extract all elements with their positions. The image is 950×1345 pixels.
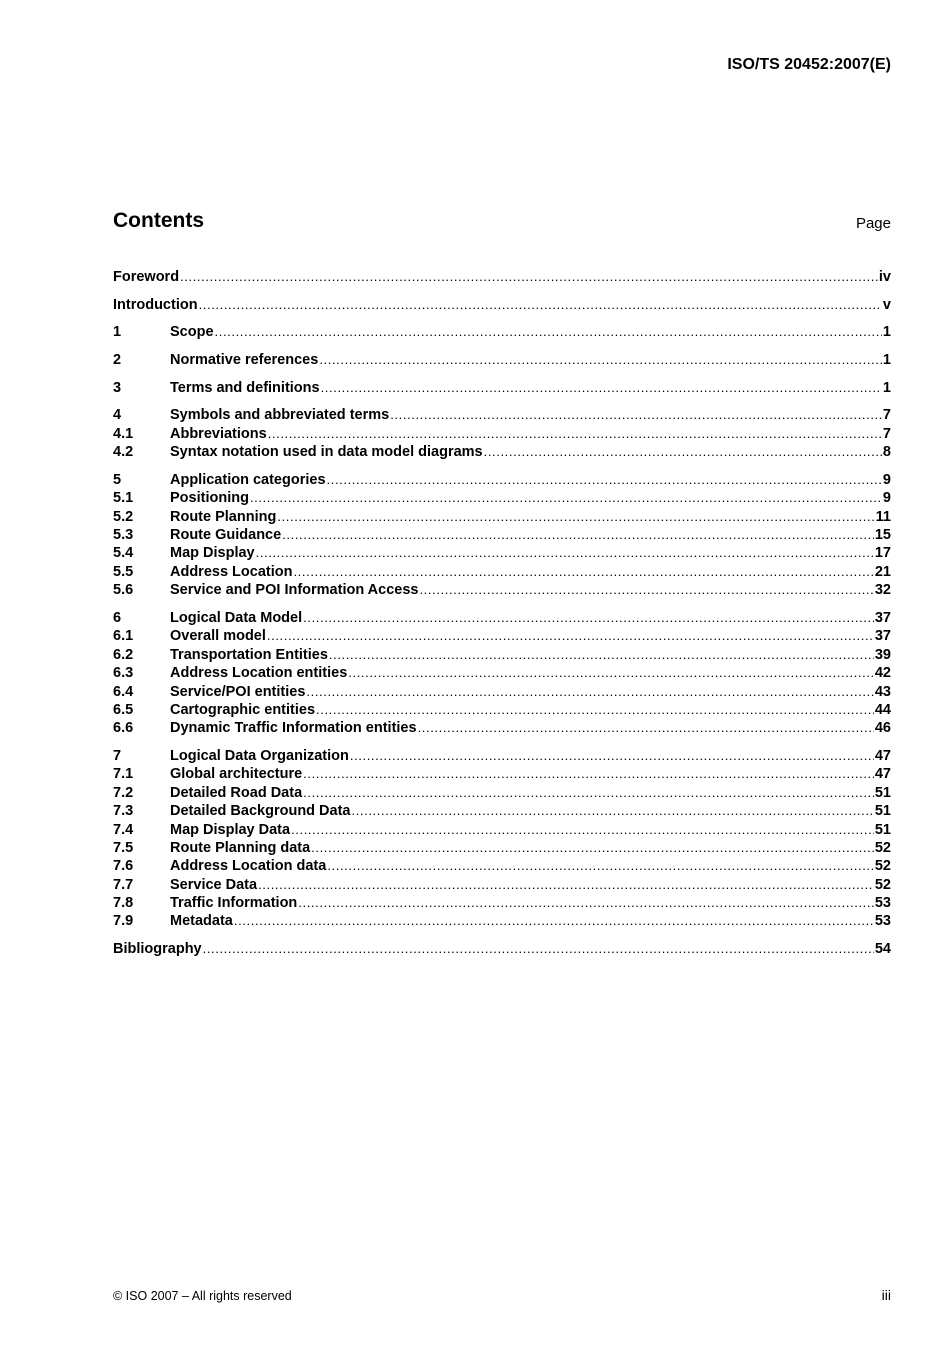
toc-entry-title: Global architecture bbox=[170, 766, 303, 783]
document-identifier: ISO/TS 20452:2007(E) bbox=[727, 56, 891, 73]
toc-entry-title: Dynamic Traffic Information entities bbox=[170, 720, 417, 737]
toc-entry-number: 6.1 bbox=[113, 628, 134, 645]
toc-entry-title: Positioning bbox=[170, 490, 249, 507]
toc-entry-page: 1 bbox=[882, 324, 891, 341]
toc-entry-page: 47 bbox=[874, 766, 891, 783]
contents-heading: Contents bbox=[113, 209, 204, 232]
toc-entry[interactable] bbox=[113, 839, 891, 857]
toc-entry-page: 1 bbox=[882, 379, 891, 396]
toc-entry-page: 42 bbox=[874, 665, 891, 682]
dot-leader bbox=[291, 821, 874, 839]
toc-entry-number: 4 bbox=[113, 407, 122, 424]
dot-leader bbox=[293, 563, 873, 581]
toc-entry-title: Terms and definitions bbox=[170, 379, 320, 396]
toc-entry-number: 5.6 bbox=[113, 582, 134, 599]
toc-entry-page: iv bbox=[878, 269, 891, 285]
toc-entry[interactable] bbox=[113, 664, 891, 682]
toc-entry-title: Address Location entities bbox=[170, 665, 348, 682]
toc-entry-number: 6.3 bbox=[113, 665, 134, 682]
toc-entry-page: 43 bbox=[874, 683, 891, 700]
toc-entry[interactable] bbox=[113, 268, 891, 286]
toc-entry[interactable] bbox=[113, 627, 891, 645]
toc-entry-number: 1 bbox=[113, 324, 122, 341]
toc-entry-title: Address Location data bbox=[170, 858, 327, 875]
toc-entry-page: 53 bbox=[874, 913, 891, 930]
dot-leader bbox=[215, 323, 882, 341]
toc-entry[interactable] bbox=[113, 940, 891, 958]
toc-entry-number: 2 bbox=[113, 352, 122, 369]
toc-entry-title: Map Display Data bbox=[170, 821, 291, 838]
toc-entry[interactable] bbox=[113, 683, 891, 701]
toc-entry[interactable] bbox=[113, 784, 891, 802]
toc-entry-title: Map Display bbox=[170, 545, 255, 562]
toc-entry-title: Logical Data Organization bbox=[170, 747, 349, 764]
toc-entry-number: 7 bbox=[113, 747, 122, 764]
toc-entry-page: 11 bbox=[875, 508, 891, 525]
toc-entry-page: 15 bbox=[874, 527, 891, 544]
toc-entry-number: 5.5 bbox=[113, 563, 134, 580]
toc-entry-title: Overall model bbox=[170, 628, 266, 645]
toc-entry-page: 51 bbox=[874, 803, 891, 820]
toc-entry-page: 54 bbox=[874, 941, 891, 958]
dot-leader bbox=[419, 581, 873, 599]
toc-entry-number: 7.5 bbox=[113, 839, 134, 856]
toc-entry[interactable] bbox=[113, 323, 891, 341]
toc-entry-title: Cartographic entities bbox=[170, 701, 316, 718]
toc-entry[interactable] bbox=[113, 857, 891, 875]
toc-entry[interactable] bbox=[113, 719, 891, 737]
footer-copyright: © ISO 2007 – All rights reserved bbox=[113, 1289, 292, 1303]
toc-entry-number: 6 bbox=[113, 609, 122, 626]
toc-entry[interactable] bbox=[113, 609, 891, 627]
toc-entry-title: Foreword bbox=[113, 269, 180, 285]
toc-entry-number: 7.9 bbox=[113, 913, 134, 930]
toc-entry-page: 52 bbox=[874, 858, 891, 875]
dot-leader bbox=[303, 609, 874, 627]
dot-leader bbox=[250, 489, 882, 507]
toc-entry-number: 6.4 bbox=[113, 683, 134, 700]
toc-entry-number: 6.6 bbox=[113, 720, 134, 737]
dot-leader bbox=[306, 683, 873, 701]
dot-leader bbox=[234, 912, 874, 930]
toc-entry[interactable] bbox=[113, 765, 891, 783]
toc-entry-page: 52 bbox=[874, 839, 891, 856]
dot-leader bbox=[180, 268, 878, 286]
dot-leader bbox=[348, 664, 874, 682]
toc-entry[interactable] bbox=[113, 802, 891, 820]
toc-entry[interactable] bbox=[113, 443, 891, 461]
toc-entry-number: 7.3 bbox=[113, 803, 134, 820]
page-column-label: Page bbox=[855, 215, 891, 232]
toc-entry[interactable] bbox=[113, 821, 891, 839]
dot-leader bbox=[329, 646, 874, 664]
toc-entry-page: 7 bbox=[882, 425, 891, 442]
toc-entry-page: 21 bbox=[874, 563, 891, 580]
toc-entry-title: Detailed Background Data bbox=[170, 803, 351, 820]
toc-entry-page: 9 bbox=[882, 490, 891, 507]
toc-entry-page: 32 bbox=[874, 582, 891, 599]
dot-leader bbox=[390, 406, 882, 424]
toc-entry-page: 46 bbox=[874, 720, 891, 737]
dot-leader bbox=[258, 876, 874, 894]
toc-entry[interactable] bbox=[113, 406, 891, 424]
toc-entry-page: 47 bbox=[874, 747, 891, 764]
dot-leader bbox=[484, 443, 882, 461]
toc-entry-title: Traffic Information bbox=[170, 895, 298, 912]
toc-entry-title: Abbreviations bbox=[170, 425, 267, 442]
toc-entry-title: Route Planning bbox=[170, 508, 277, 525]
toc-entry[interactable] bbox=[113, 489, 891, 507]
toc-entry[interactable] bbox=[113, 563, 891, 581]
dot-leader bbox=[316, 701, 874, 719]
toc-entry-page: 1 bbox=[882, 352, 891, 369]
table-of-contents bbox=[113, 268, 891, 959]
dot-leader bbox=[303, 784, 874, 802]
toc-entry-page: 9 bbox=[882, 471, 891, 488]
toc-entry-title: Introduction bbox=[113, 296, 198, 313]
toc-entry-title: Detailed Road Data bbox=[170, 784, 303, 801]
toc-entry-number: 7.6 bbox=[113, 858, 134, 875]
toc-entry-number: 3 bbox=[113, 379, 122, 396]
toc-entry-page: 39 bbox=[874, 646, 891, 663]
dot-leader bbox=[268, 425, 882, 443]
toc-entry[interactable] bbox=[113, 508, 891, 526]
toc-entry-title: Application categories bbox=[170, 471, 326, 488]
dot-leader bbox=[203, 940, 874, 958]
dot-leader bbox=[199, 296, 882, 314]
toc-entry-title: Logical Data Model bbox=[170, 609, 303, 626]
toc-entry-number: 5.4 bbox=[113, 545, 134, 562]
toc-entry[interactable] bbox=[113, 894, 891, 912]
toc-entry-number: 7.1 bbox=[113, 766, 134, 783]
toc-entry-title: Bibliography bbox=[113, 941, 202, 958]
dot-leader bbox=[298, 894, 874, 912]
toc-entry-number: 7.8 bbox=[113, 895, 134, 912]
dot-leader bbox=[418, 719, 874, 737]
footer-page-number: iii bbox=[881, 1287, 891, 1303]
toc-entry-title: Service Data bbox=[170, 876, 258, 893]
toc-entry-title: Address Location bbox=[170, 563, 293, 580]
toc-entry-number: 5.1 bbox=[113, 490, 134, 507]
toc-entry-number: 7.7 bbox=[113, 876, 134, 893]
toc-entry[interactable] bbox=[113, 425, 891, 443]
toc-entry-title: Service/POI entities bbox=[170, 683, 306, 700]
toc-entry[interactable] bbox=[113, 351, 891, 369]
toc-entry-title: Symbols and abbreviated terms bbox=[170, 407, 390, 424]
toc-entry[interactable] bbox=[113, 646, 891, 664]
toc-entry[interactable] bbox=[113, 876, 891, 894]
toc-entry-number: 5.2 bbox=[113, 508, 134, 525]
dot-leader bbox=[256, 544, 874, 562]
dot-leader bbox=[282, 526, 874, 544]
toc-entry[interactable] bbox=[113, 581, 891, 599]
dot-leader bbox=[319, 351, 882, 369]
toc-entry-title: Transportation Entities bbox=[170, 646, 328, 663]
dot-leader bbox=[352, 802, 874, 820]
toc-entry-number: 6.5 bbox=[113, 701, 134, 718]
toc-entry-page: 53 bbox=[874, 895, 891, 912]
toc-entry-title: Metadata bbox=[170, 913, 233, 930]
toc-entry[interactable] bbox=[113, 912, 891, 930]
toc-entry-number: 5 bbox=[113, 471, 122, 488]
dot-leader bbox=[350, 747, 874, 765]
dot-leader bbox=[303, 765, 874, 783]
toc-entry-number: 7.4 bbox=[113, 821, 134, 838]
toc-entry-title: Normative references bbox=[170, 352, 319, 369]
toc-entry[interactable] bbox=[113, 379, 891, 397]
toc-entry-page: 37 bbox=[874, 609, 891, 626]
dot-leader bbox=[321, 379, 882, 397]
toc-entry[interactable] bbox=[113, 471, 891, 489]
toc-entry-page: 51 bbox=[874, 784, 891, 801]
toc-entry[interactable] bbox=[113, 296, 891, 314]
toc-entry[interactable] bbox=[113, 701, 891, 719]
toc-entry-page: 37 bbox=[874, 628, 891, 645]
toc-entry-number: 4.1 bbox=[113, 425, 134, 442]
toc-entry-page: v bbox=[882, 296, 891, 313]
toc-entry-title: Scope bbox=[170, 324, 214, 341]
toc-entry-page: 44 bbox=[874, 701, 891, 718]
toc-entry-page: 7 bbox=[882, 407, 891, 424]
toc-entry-number: 6.2 bbox=[113, 646, 134, 663]
dot-leader bbox=[327, 857, 874, 875]
toc-entry-number: 5.3 bbox=[113, 527, 134, 544]
toc-entry-title: Route Planning data bbox=[170, 839, 311, 856]
toc-entry[interactable] bbox=[113, 747, 891, 765]
toc-entry-page: 52 bbox=[874, 876, 891, 893]
toc-entry[interactable] bbox=[113, 544, 891, 562]
toc-entry-page: 8 bbox=[882, 444, 891, 461]
toc-entry[interactable] bbox=[113, 526, 891, 544]
toc-entry-number: 4.2 bbox=[113, 444, 134, 461]
toc-entry-page: 51 bbox=[874, 821, 891, 838]
dot-leader bbox=[277, 508, 874, 526]
dot-leader bbox=[327, 471, 882, 489]
toc-entry-title: Service and POI Information Access bbox=[170, 582, 419, 599]
dot-leader bbox=[311, 839, 874, 857]
toc-entry-title: Route Guidance bbox=[170, 527, 282, 544]
toc-entry-page: 17 bbox=[874, 545, 891, 562]
toc-entry-number: 7.2 bbox=[113, 784, 134, 801]
dot-leader bbox=[267, 627, 874, 645]
toc-entry-title: Syntax notation used in data model diagrams bbox=[170, 444, 483, 461]
